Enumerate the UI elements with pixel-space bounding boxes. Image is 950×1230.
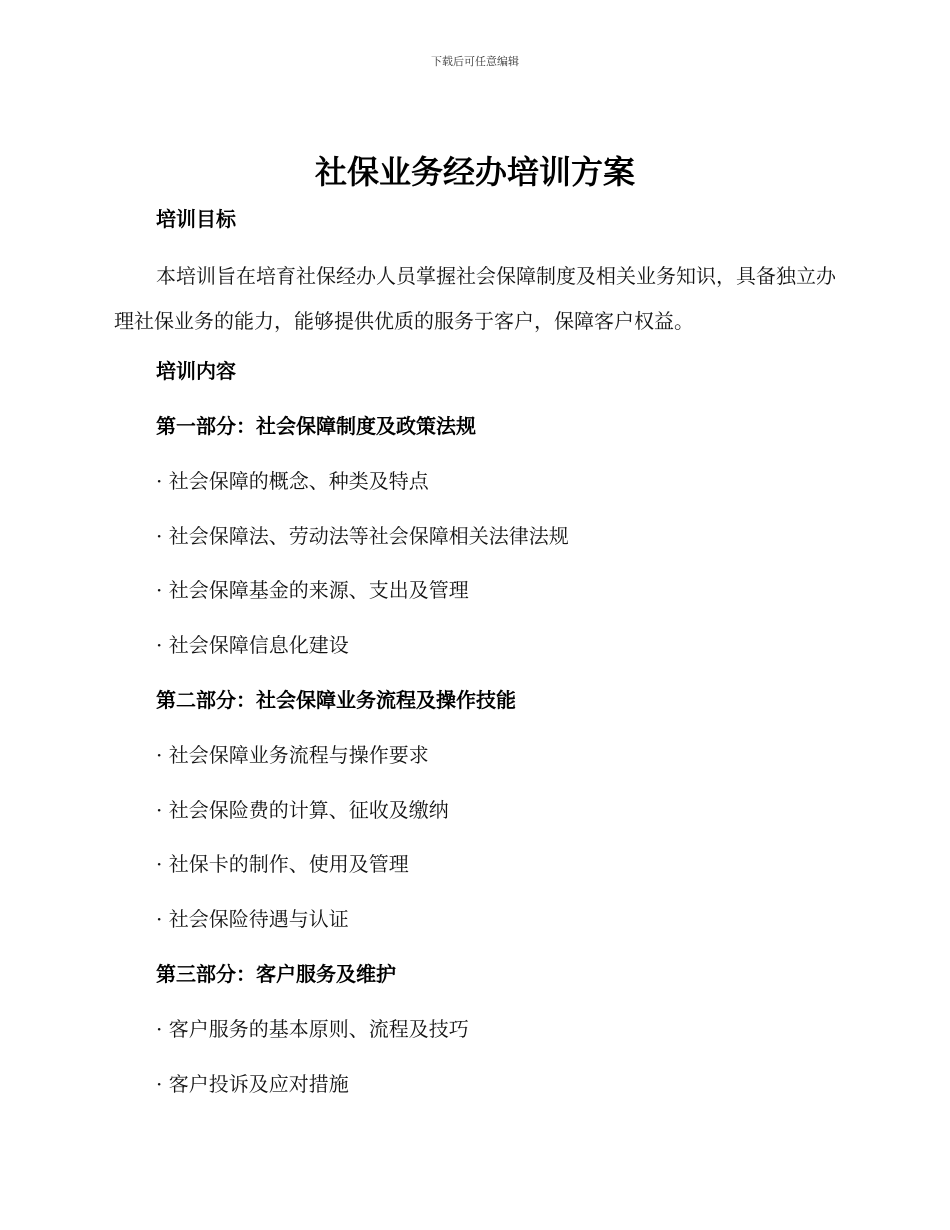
section-heading-goal: 培训目标 bbox=[156, 207, 236, 231]
list-item: · 社会保险费的计算、征收及缴纳 bbox=[156, 798, 449, 822]
list-item: · 社会保障的概念、种类及特点 bbox=[156, 469, 429, 493]
part3-heading: 第三部分：客户服务及维护 bbox=[156, 962, 396, 986]
list-item: · 社会保险待遇与认证 bbox=[156, 907, 349, 931]
list-item: · 社会保障业务流程与操作要求 bbox=[156, 743, 429, 767]
page-header: 下载后可任意编辑 bbox=[431, 55, 519, 68]
list-item: · 客户服务的基本原则、流程及技巧 bbox=[156, 1017, 469, 1041]
part1-heading: 第一部分：社会保障制度及政策法规 bbox=[156, 414, 476, 438]
list-item: · 社会保障信息化建设 bbox=[156, 633, 349, 657]
list-item: · 客户投诉及应对措施 bbox=[156, 1072, 349, 1096]
list-item: · 社会保障基金的来源、支出及管理 bbox=[156, 578, 469, 602]
section-heading-content: 培训内容 bbox=[156, 359, 236, 383]
list-item: · 社会保障法、劳动法等社会保障相关法律法规 bbox=[156, 524, 569, 548]
part2-heading: 第二部分：社会保障业务流程及操作技能 bbox=[156, 688, 516, 712]
goal-paragraph: 本培训旨在培育社保经办人员掌握社会保障制度及相关业务知识，具备独立办理社保业务的能力，能够提供优质的服务于客户，保障客户权益。 bbox=[114, 264, 836, 333]
document-title: 社保业务经办培训方案 bbox=[314, 153, 635, 191]
list-item: · 社保卡的制作、使用及管理 bbox=[156, 852, 409, 876]
